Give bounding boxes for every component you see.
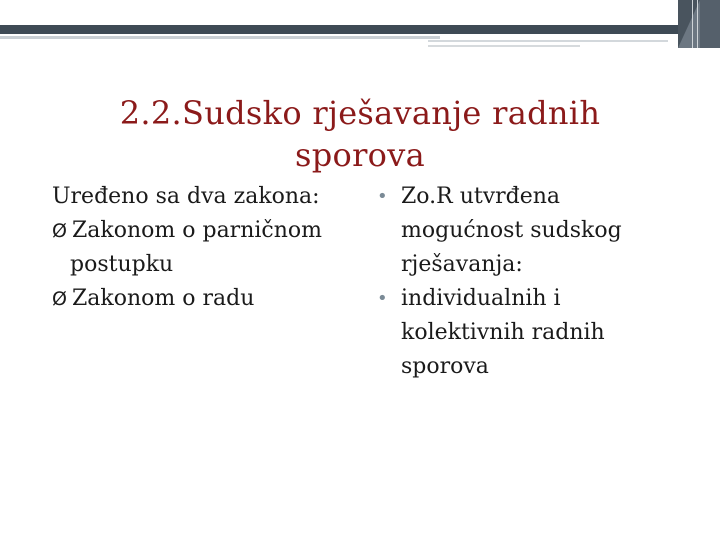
bullet-line: kolektivnih radnih <box>401 320 605 345</box>
corner-stripe <box>697 0 698 48</box>
list-item <box>52 282 352 316</box>
arrow-bullet-icon: Ø <box>52 288 67 310</box>
round-bullet-icon: • <box>377 186 388 207</box>
bullet-line: rješavanja: <box>401 252 523 277</box>
bullet-line: mogućnost sudskog <box>401 218 622 243</box>
round-bullet-icon: • <box>377 288 388 309</box>
bullet-line: Zo.R utvrđena <box>401 184 561 209</box>
intro-text: Uređeno sa dva zakona: <box>52 184 320 209</box>
right-text-column <box>377 180 677 384</box>
header-bar-light <box>0 36 440 39</box>
header-bar-light-2 <box>428 40 668 42</box>
arrow-bullet-icon: Ø <box>52 220 67 242</box>
slide-title-line: 2.2.Sudsko rješavanje radnih <box>119 94 601 132</box>
slide-title-line: sporova <box>295 136 425 174</box>
list-item-continuation: postupku <box>70 252 174 277</box>
header-decoration <box>0 0 720 48</box>
list-item-text: Zakonom o radu <box>72 286 255 311</box>
header-bar-dark <box>0 25 720 34</box>
left-text-column <box>52 180 352 316</box>
list-item-text: Zakonom o parničnom <box>72 218 323 243</box>
corner-block-inner <box>700 0 720 48</box>
bullet-item <box>377 282 677 384</box>
header-bar-light-3 <box>428 45 580 47</box>
bullet-line: sporova <box>401 354 489 379</box>
bullet-line: individualnih i <box>401 286 561 311</box>
list-item <box>52 214 352 248</box>
slide-title <box>40 92 680 176</box>
bullet-item <box>377 180 677 282</box>
corner-stripe <box>692 0 693 48</box>
